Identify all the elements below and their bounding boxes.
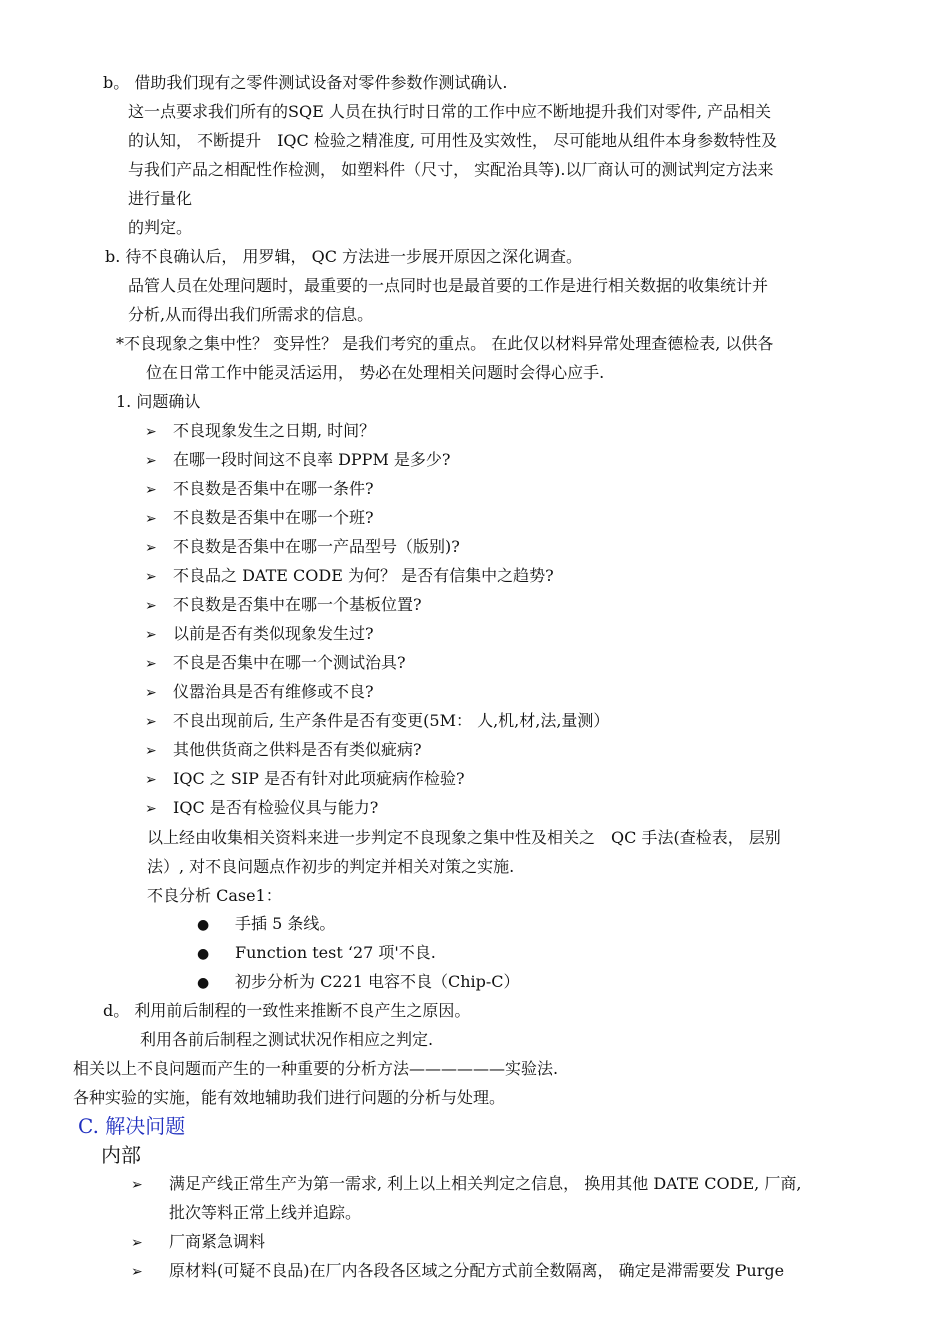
arrow-bullet-icon: ➢ [145, 743, 157, 759]
section-b1-heading: b。 借助我们现有之零件测试设备对零件参数作测试确认. [103, 73, 508, 92]
arrow-bullet-icon: ➢ [145, 772, 157, 788]
list-item: ➢ IQC 是否有检验仪具与能力? [145, 797, 378, 820]
list-item: ● 手插 5 条线。 [197, 913, 335, 936]
arrow-bullet-icon: ➢ [145, 627, 157, 643]
arrow-bullet-icon: ➢ [145, 801, 157, 817]
list-item: ➢ 满足产线正常生产为第一需求, 利上以上相关判定之信息， 换用其他 DATE CODE, 厂商, [131, 1173, 801, 1196]
list-item: ➢ 原材料(可疑不良品)在厂内各段各区域之分配方式前全数隔离， 确定是滞需要发 Purge [131, 1260, 784, 1283]
problem-confirm-title: 1. 问题确认 [116, 392, 201, 411]
list-item: ➢ 不良数是否集中在哪一条件? [145, 478, 374, 501]
paragraph-line: 品管人员在处理问题时，最重要的一点同时也是最首要的工作是进行相关数据的收集统计并 [128, 276, 769, 295]
paragraph-line: 位在日常工作中能灵活运用， 势必在处理相关问题时会得心应手. [146, 363, 605, 382]
arrow-bullet-icon: ➢ [145, 656, 157, 672]
arrow-bullet-icon: ➢ [145, 540, 157, 556]
paragraph-line: 批次等料正常上线并追踪。 [169, 1203, 362, 1222]
paragraph-line: 与我们产品之相配性作检测， 如塑料件（尺寸， 实配治具等).以厂商认可的测试判定方法来 [128, 160, 774, 179]
paragraph-line: 的认知， 不断提升 IQC 检验之精准度, 可用性及实效性， 尽可能地从组件本身参数特性及 [128, 131, 778, 150]
list-item: ● 初步分析为 C221 电容不良（Chip-C） [197, 971, 520, 994]
list-item: ➢ IQC 之 SIP 是否有针对此项疵病作检验? [145, 768, 465, 791]
paragraph-line: 这一点要求我们所有的SQE 人员在执行时日常的工作中应不断地提升我们对零件, 产品相关 [128, 102, 772, 121]
section-c-subtitle: 内部 [101, 1143, 141, 1167]
section-d-heading: d。 利用前后制程的一致性来推断不良产生之原因。 [103, 1001, 471, 1020]
paragraph-line: 以上经由收集相关资料来进一步判定不良现象之集中性及相关之 QC 手法(查检表， 层别 [147, 828, 781, 847]
arrow-bullet-icon: ➢ [145, 685, 157, 701]
arrow-bullet-icon: ➢ [145, 482, 157, 498]
case-title: 不良分析 Case1： [147, 886, 282, 905]
list-item: ➢ 不良现象发生之日期, 时间？ [145, 420, 375, 443]
arrow-bullet-icon: ➢ [145, 511, 157, 527]
arrow-bullet-icon: ➢ [145, 424, 157, 440]
list-item: ➢ 厂商紧急调料 [131, 1231, 265, 1254]
dot-bullet-icon: ● [197, 975, 210, 991]
dot-bullet-icon: ● [197, 946, 210, 962]
list-item: ➢ 在哪一段时间这不良率 DPPM 是多少? [145, 449, 451, 472]
paragraph-line: *不良现象之集中性？ 变异性？ 是我们考究的重点。 在此仅以材料异常处理查德检表, 以供各 [116, 334, 774, 353]
paragraph-line: 相关以上不良问题而产生的一种重要的分析方法——————实验法. [73, 1059, 559, 1078]
list-item: ➢ 仪嚣治具是否有维修或不良? [145, 681, 374, 704]
list-item: ➢ 不良数是否集中在哪一个基板位置? [145, 594, 422, 617]
list-item: ➢ 不良数是否集中在哪一产品型号（版别)? [145, 536, 460, 559]
arrow-bullet-icon: ➢ [131, 1177, 143, 1193]
arrow-bullet-icon: ➢ [145, 569, 157, 585]
paragraph-line: 的判定。 [128, 218, 193, 237]
paragraph-line: 分析,从而得出我们所需求的信息。 [128, 305, 374, 324]
section-b2-heading: b. 待不良确认后， 用罗辑， QC 方法进一步展开原因之深化调查。 [105, 247, 583, 266]
list-item: ➢ 不良数是否集中在哪一个班? [145, 507, 374, 530]
arrow-bullet-icon: ➢ [131, 1235, 143, 1251]
list-item: ➢ 不良出现前后, 生产条件是否有变更(5M： 人,机,材,法,量测） [145, 710, 609, 733]
arrow-bullet-icon: ➢ [145, 453, 157, 469]
list-item: ➢ 其他供货商之供料是否有类似疵病? [145, 739, 422, 762]
arrow-bullet-icon: ➢ [145, 714, 157, 730]
arrow-bullet-icon: ➢ [145, 598, 157, 614]
paragraph-line: 进行量化 [128, 189, 193, 208]
list-item: ➢ 以前是否有类似现象发生过? [145, 623, 374, 646]
paragraph-line: 利用各前后制程之测试状况作相应之判定. [140, 1030, 434, 1049]
paragraph-line: 法）, 对不良问题点作初步的判定并相关对策之实施. [147, 857, 515, 876]
section-c-title: C. 解决问题 [78, 1114, 186, 1138]
paragraph-line: 各种实验的实施，能有效地辅助我们进行问题的分析与处理。 [73, 1088, 506, 1107]
arrow-bullet-icon: ➢ [131, 1264, 143, 1280]
list-item: ➢ 不良品之 DATE CODE 为何？ 是否有信集中之趋势? [145, 565, 554, 588]
list-item: ➢ 不良是否集中在哪一个测试治具? [145, 652, 406, 675]
list-item: ● Function test ‘27 项'不良. [197, 942, 436, 965]
dot-bullet-icon: ● [197, 917, 210, 933]
